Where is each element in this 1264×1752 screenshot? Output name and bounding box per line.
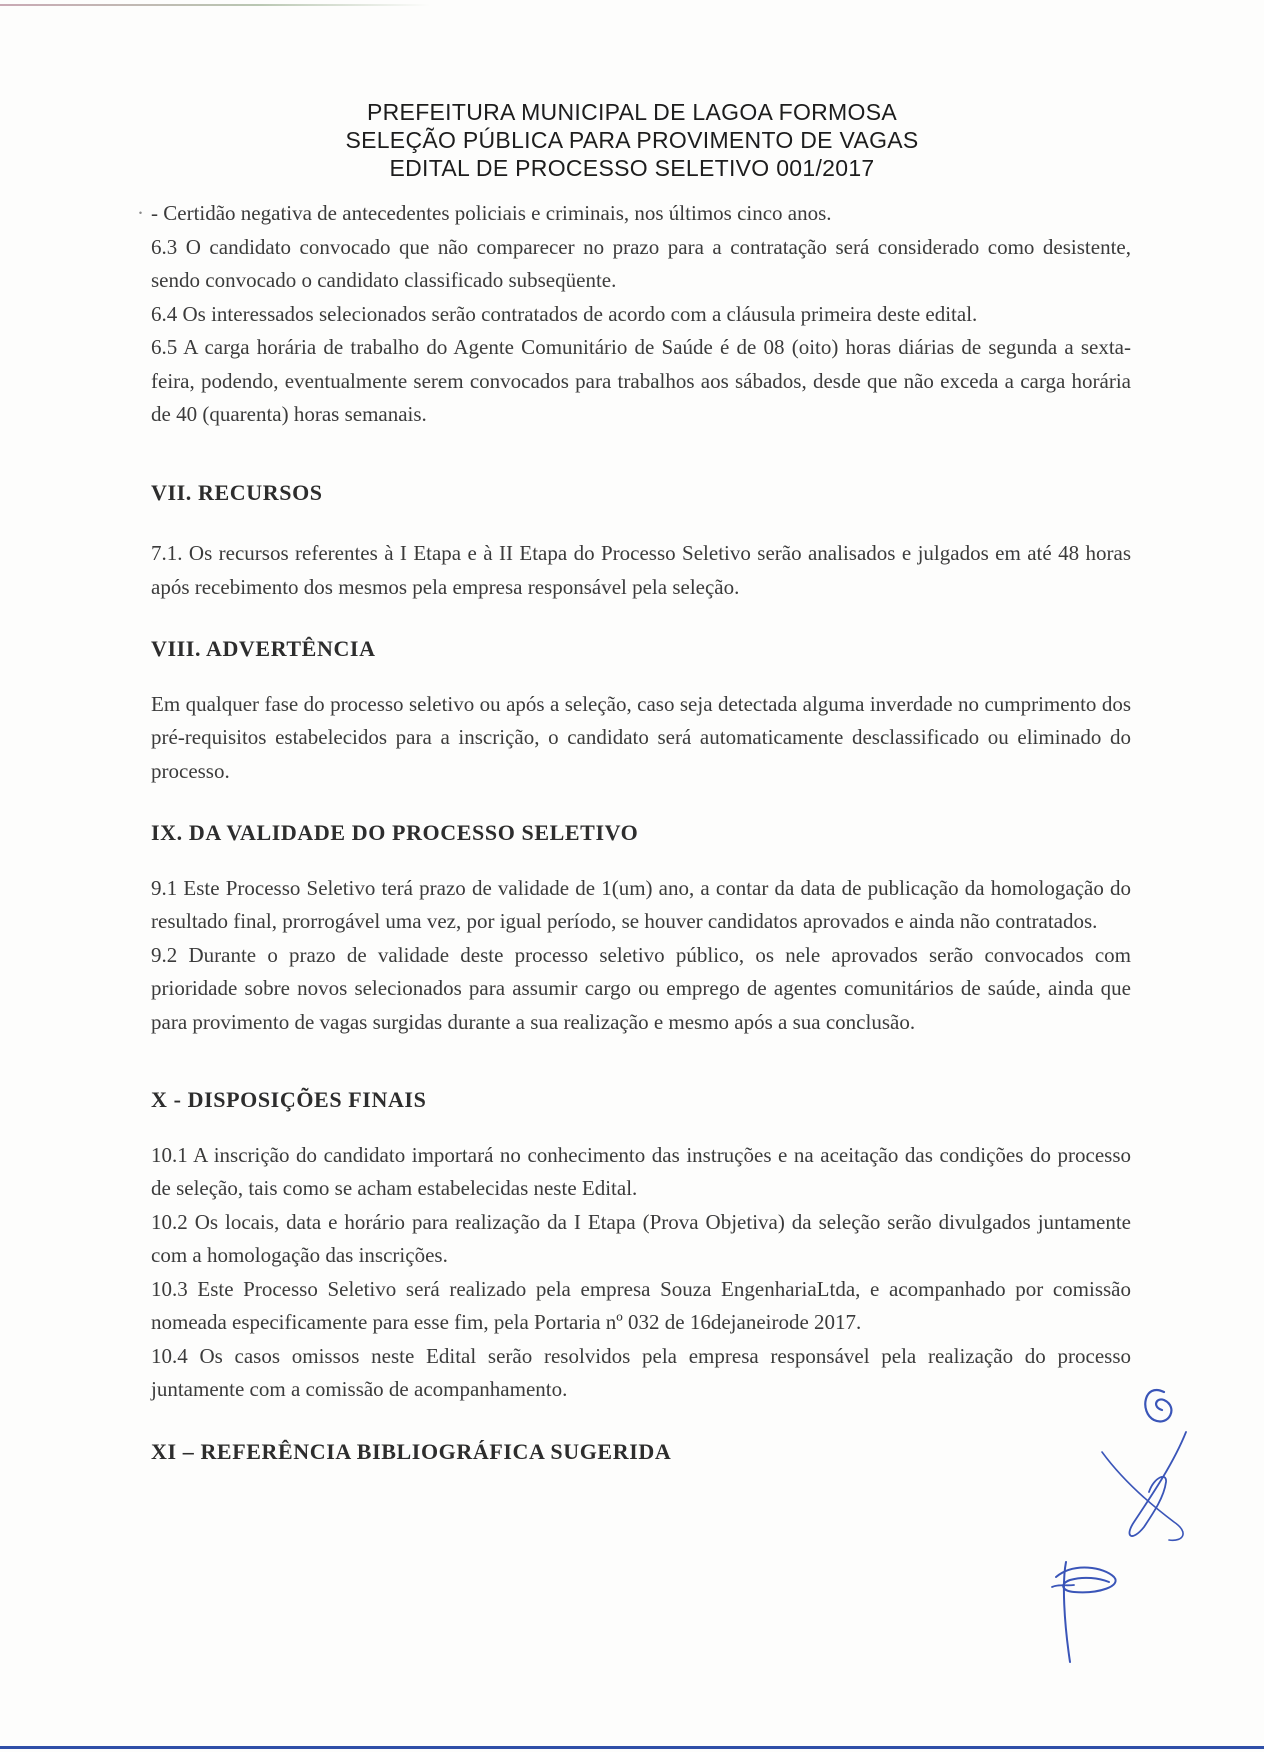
paragraph-9-2: 9.2 Durante o prazo de validade deste processo seletivo público, os nele aprovados serão convocados com prioridade sobre novos selecionados para assumir cargo ou emprego de agentes comunitários de saúde, ainda que para provimento de vagas surgidas durante a sua realização e mesmo após a sua conclusão.	[151, 942, 1131, 1034]
handwritten-signature-icon	[1004, 1372, 1204, 1672]
section-title-advertencia: VIII. ADVERTÊNCIA	[151, 636, 376, 661]
scan-top-edge	[0, 4, 430, 6]
section-title-recursos: VII. RECURSOS	[151, 479, 323, 505]
section-title-referencia-bibliografica: XI – REFERÊNCIA BIBLIOGRÁFICA SUGERIDA	[151, 1438, 672, 1464]
handwritten-initials-icon	[1145, 1390, 1171, 1421]
paragraph-10-4: 10.4 Os casos omissos neste Edital serão resolvidos pela empresa responsável pela realização do processo juntamente com a comissão de acompanhamento.	[151, 1343, 1131, 1401]
paragraph-10-2: 10.2 Os locais, data e horário para realização da I Etapa (Prova Objetiva) da seleção serão divulgados juntamente com a homologação das inscrições.	[151, 1209, 1131, 1267]
paragraph-6-5: 6.5 A carga horária de trabalho do Agente Comunitário de Saúde é de 08 (oito) horas diárias de segunda a sexta-feira, podendo, eventualmente serem convocados para trabalhos aos sábados, desde que não exceda a carga horária de 40 (quarenta) horas semanais.	[151, 335, 1131, 426]
paragraph-advertencia: Em qualquer fase do processo seletivo ou após a seleção, caso seja detectada alguma inverdade no cumprimento dos pré-requisitos estabelecidos para a inscrição, o candidato será automaticamente desclassificado ou eliminado do processo.	[151, 691, 1131, 783]
header-line-1: PREFEITURA MUNICIPAL DE LAGOA FORMOSA	[367, 99, 897, 125]
section-title-validade: IX. DA VALIDADE DO PROCESSO SELETIVO	[151, 820, 639, 845]
paragraph-6-4: 6.4 Os interessados selecionados serão contratados de acordo com a cláusula primeira deste edital.	[151, 301, 978, 326]
scan-speck: ·	[137, 201, 144, 225]
document-header	[0, 98, 1264, 182]
paragraph-certidao: - Certidão negativa de antecedentes policiais e criminais, nos últimos cinco anos.	[151, 201, 832, 225]
paragraph-10-1: 10.1 A inscrição do candidato importará no conhecimento das instruções e na aceitação das condições do processo de seleção, tais como se acham estabelecidas neste Edital.	[151, 1142, 1131, 1200]
paragraph-9-1: 9.1 Este Processo Seletivo terá prazo de validade de 1(um) ano, a contar da data de publicação da homologação do resultado final, prorrogável uma vez, por igual período, se houver candidatos aprovados e ainda não contratados.	[151, 875, 1131, 933]
paragraph-6-3: 6.3 O candidato convocado que não comparecer no prazo para a contratação será considerado como desistente, sendo convocado o candidato classificado subseqüente.	[151, 234, 1131, 292]
document-body	[137, 197, 1131, 1468]
header-line-2: SELEÇÃO PÚBLICA PARA PROVIMENTO DE VAGAS	[345, 127, 919, 153]
scan-bottom-edge	[0, 1746, 1264, 1749]
header-line-3: EDITAL DE PROCESSO SELETIVO 001/2017	[389, 155, 875, 181]
paragraph-7-1: 7.1. Os recursos referentes à I Etapa e à II Etapa do Processo Seletivo serão analisados e julgados em até 48 horas após recebimento dos mesmos pela empresa responsável pela seleção.	[151, 541, 1131, 599]
section-title-disposicoes-finais: X - DISPOSIÇÕES FINAIS	[151, 1087, 427, 1112]
paragraph-10-3: 10.3 Este Processo Seletivo será realizado pela empresa Souza EngenhariaLtda, e acompanhado por comissão nomeada especificamente para esse fim, pela Portaria nº 032 de 16dejaneirode 2017.	[151, 1276, 1131, 1334]
